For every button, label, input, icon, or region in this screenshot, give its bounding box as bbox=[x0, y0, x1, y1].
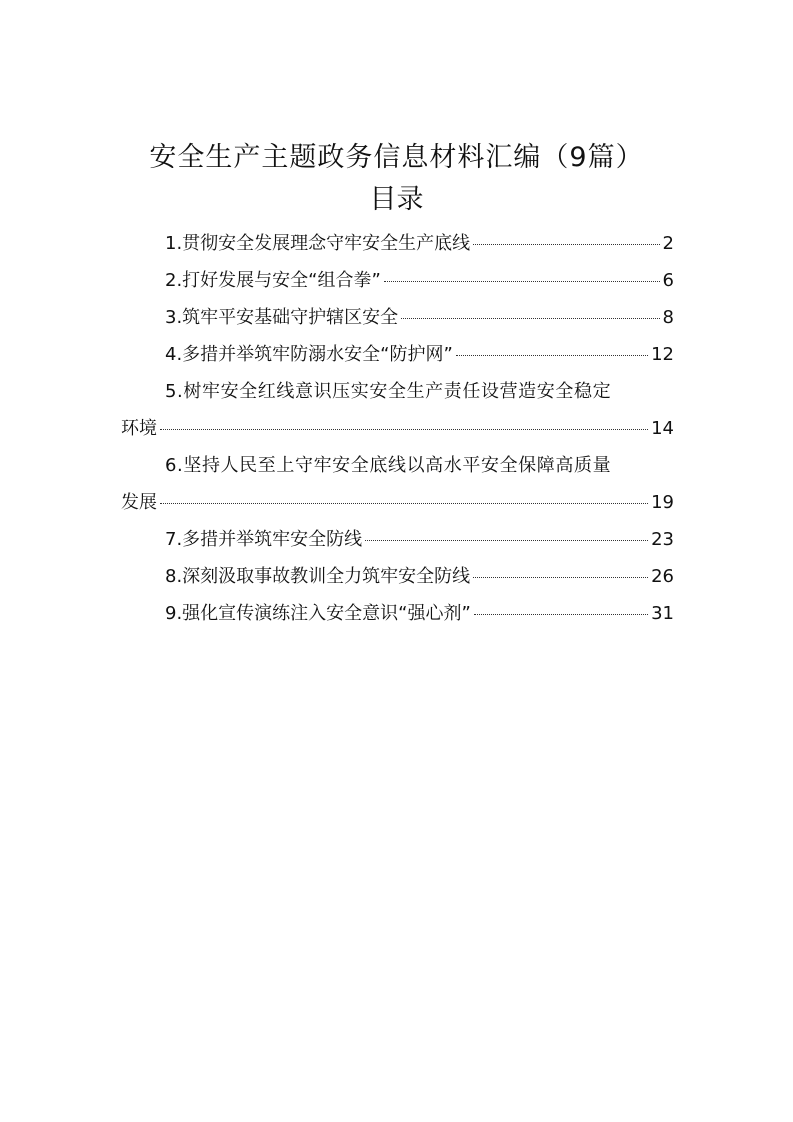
toc-entry-page: 2 bbox=[662, 233, 674, 254]
toc-entry[interactable] bbox=[121, 595, 674, 632]
toc-leader-dots bbox=[401, 318, 659, 319]
toc-leader-dots bbox=[473, 577, 648, 578]
toc-heading: 目录 bbox=[369, 184, 424, 215]
toc-entry-title: 4.多措并举筑牢防溺水安全“防护网” bbox=[165, 344, 453, 365]
document-title: 安全生产主题政务信息材料汇编（9篇） bbox=[149, 142, 644, 173]
toc-entry[interactable] bbox=[121, 447, 674, 521]
toc-leader-dots bbox=[365, 540, 648, 541]
toc-entry-page: 31 bbox=[651, 603, 674, 624]
toc-entry-page: 6 bbox=[662, 270, 674, 291]
toc-leader-dots bbox=[473, 244, 659, 245]
table-of-contents bbox=[121, 225, 674, 632]
toc-entry-title: 3.筑牢平安基础守护辖区安全 bbox=[165, 307, 399, 328]
toc-entry-page: 12 bbox=[651, 344, 674, 365]
toc-entry-title-line2: 环境 bbox=[121, 418, 157, 439]
toc-entry-title-line2: 发展 bbox=[121, 492, 157, 513]
toc-entry-page: 26 bbox=[651, 566, 674, 587]
toc-leader-dots bbox=[474, 614, 648, 615]
toc-leader-dots bbox=[456, 355, 648, 356]
toc-entry[interactable] bbox=[121, 373, 674, 447]
toc-entry-page: 19 bbox=[651, 492, 674, 513]
toc-leader-dots bbox=[384, 281, 660, 282]
toc-entry[interactable] bbox=[121, 336, 674, 373]
toc-entry[interactable] bbox=[121, 225, 674, 262]
toc-entry-title: 9.强化宣传演练注入安全意识“强心剂” bbox=[165, 603, 471, 624]
toc-entry-title: 2.打好发展与安全“组合拳” bbox=[165, 270, 381, 291]
toc-entry-title: 1.贯彻安全发展理念守牢安全生产底线 bbox=[165, 233, 471, 254]
toc-entry[interactable] bbox=[121, 262, 674, 299]
toc-entry-title: 8.深刻汲取事故教训全力筑牢安全防线 bbox=[165, 566, 471, 587]
toc-entry-title-line1: 6.坚持人民至上守牢安全底线以高水平安全保障高质量 bbox=[165, 455, 612, 476]
toc-entry-title: 7.多措并举筑牢安全防线 bbox=[165, 529, 363, 550]
toc-entry[interactable] bbox=[121, 299, 674, 336]
toc-entry-page: 14 bbox=[651, 418, 674, 439]
toc-entry[interactable] bbox=[121, 521, 674, 558]
toc-leader-dots bbox=[160, 429, 648, 430]
toc-entry-page: 23 bbox=[651, 529, 674, 550]
toc-entry-page: 8 bbox=[662, 307, 674, 328]
toc-entry-title-line1: 5.树牢安全红线意识压实安全生产责任设营造安全稳定 bbox=[165, 381, 612, 402]
toc-entry[interactable] bbox=[121, 558, 674, 595]
toc-leader-dots bbox=[160, 503, 648, 504]
